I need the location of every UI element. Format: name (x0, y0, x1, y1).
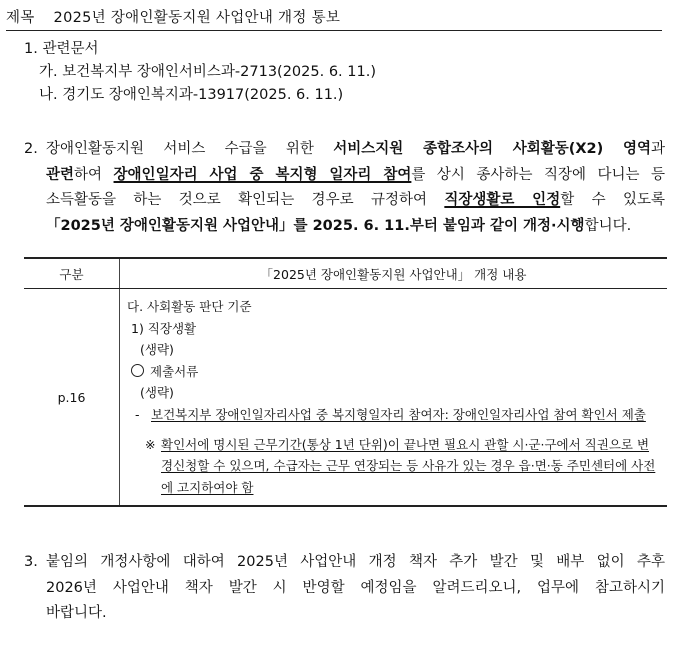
underlined-bold-text: 직장생활로 인정 (444, 192, 561, 208)
section3-number: 3. (24, 554, 38, 570)
section2-number: 2. (24, 141, 38, 157)
column-header-category: 구분 (24, 258, 120, 289)
section2-line (46, 214, 665, 240)
section2-line (46, 163, 665, 189)
text-run: 를 상시 종사하는 직장에 다니는 등 (411, 166, 666, 183)
document-title-row (6, 6, 662, 31)
text-run: 하여 (74, 166, 114, 183)
bold-text: 서비스지원 종합조사의 사회활동(X2) 영역 (333, 141, 651, 157)
submission-docs-label: 제출서류 (150, 363, 199, 379)
dash-list-item (127, 404, 660, 426)
reference-mark-icon: ※ (145, 436, 156, 452)
underlined-requirement-text: 보건복지부 장애인일자리사업 중 복지형일자리 참여자: 장애인일자리사업 참여 확인서 제출 (151, 406, 646, 422)
text-run: 소득활동을 하는 것으로 확인되는 경우로 규정하여 (46, 192, 445, 208)
section2-line (46, 188, 665, 214)
bold-text: 관련 (46, 166, 75, 183)
revision-table (24, 257, 667, 507)
table-header-row (24, 258, 667, 289)
bold-text: 「2025년 장애인활동지원 사업안내」를 2025. 6. 11.부터 붙임과 같이 개정·시행 (46, 217, 585, 234)
criteria-heading: 다. 사회활동 판단 기준 (127, 299, 252, 314)
revision-content-cell (120, 289, 668, 507)
section-related-documents (24, 38, 376, 107)
omitted-text: (생략) (140, 342, 174, 358)
related-doc-item: 가. 보건복지부 장애인서비스과-2713(2025. 6. 11.) (39, 64, 376, 80)
dash-bullet: - (135, 406, 140, 422)
text-run: 장애인활동지원 서비스 수급을 위한 (46, 141, 334, 157)
section2-body (46, 137, 665, 239)
document-title: 2025년 장애인활동지원 사업안내 개정 통보 (53, 10, 341, 26)
section2-line (46, 137, 665, 163)
underlined-bold-text: 장애인일자리 사업 중 복지형 일자리 참여 (113, 166, 412, 183)
text-run: 과 (650, 141, 665, 157)
subsection-heading: 1) 직장생활 (131, 320, 197, 336)
underlined-note-text: 확인서에 명시된 근무기간(통상 1년 단위)이 끝나면 필요시 관할 시·군·구에서 직권으로 변경신청할 수 있으며, 수급자는 근무 연장되는 등 사유가 있는 경우 읍·면·동 주민센터에 사전에 고지하여야 함 (161, 436, 656, 495)
section3-line: 바랍니다. (46, 605, 107, 621)
page-reference-cell: p.16 (24, 289, 120, 507)
text-run: 합니다. (584, 217, 632, 234)
column-header-content: 「2025년 장애인활동지원 사업안내」 개정 내용 (120, 258, 668, 289)
circle-bullet-icon (131, 364, 144, 377)
omitted-text: (생략) (140, 385, 174, 401)
note-item (127, 426, 660, 499)
section3-line: 2026년 사업안내 책자 발간 시 반영할 예정임을 알려드리오니, 업무에 참고하시기 (46, 579, 665, 596)
table-row (24, 289, 667, 507)
text-run: 할 수 있도록 (560, 192, 665, 208)
section3-body (46, 550, 665, 627)
submission-docs-heading (127, 361, 660, 383)
title-label: 제목 (6, 10, 35, 26)
section1-heading: 1. 관련문서 (24, 41, 99, 57)
related-doc-item: 나. 경기도 장애인복지과-13917(2025. 6. 11.) (39, 87, 344, 103)
section3-line: 붙임의 개정사항에 대하여 2025년 사업안내 개정 책자 추가 발간 및 배부 없이 추후 (46, 554, 665, 570)
